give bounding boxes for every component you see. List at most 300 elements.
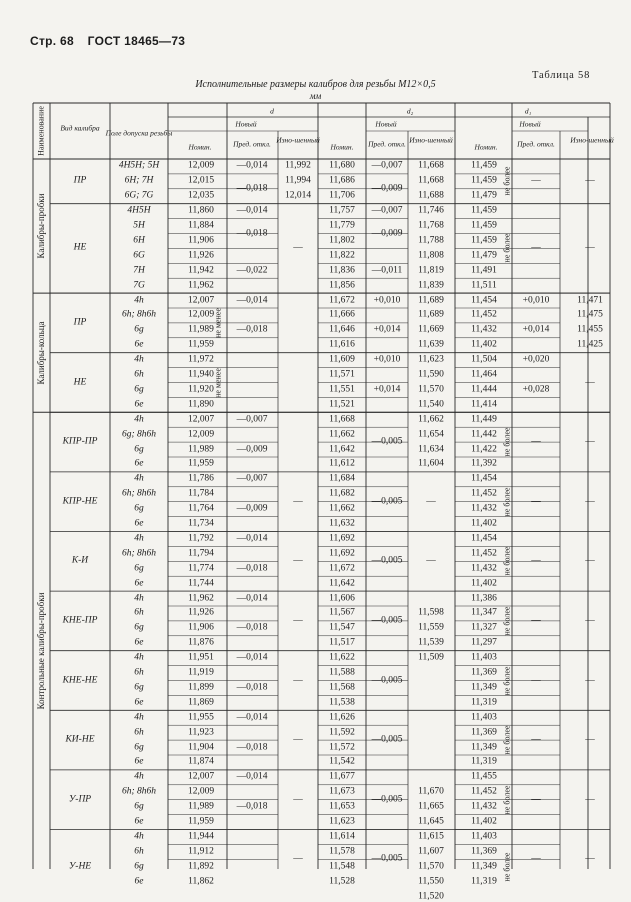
group-label: Контрольные калибры-пробки bbox=[36, 592, 46, 710]
tolerance-field: 6h bbox=[134, 667, 144, 678]
dash: — bbox=[585, 675, 595, 685]
dash: — bbox=[531, 496, 541, 507]
d2-worn: 11,788 bbox=[418, 235, 444, 246]
d2-nominal: 11,779 bbox=[329, 220, 355, 231]
d2-deviation: —0,005 bbox=[371, 555, 403, 566]
not-more-note: не более bbox=[502, 725, 512, 755]
dash: — bbox=[531, 175, 541, 186]
d-nominal: 12,035 bbox=[187, 190, 215, 201]
d1-nominal: 11,432 bbox=[471, 563, 497, 574]
gauge-type: КНЕ-ПР bbox=[62, 615, 98, 626]
d-nominal: 11,860 bbox=[188, 205, 214, 216]
d-deviation: —0,018 bbox=[236, 742, 268, 753]
d2-nominal: 11,677 bbox=[329, 771, 355, 782]
d-nominal: 11,944 bbox=[188, 831, 214, 842]
header-name: Наименование bbox=[36, 106, 46, 156]
header-new-d1: Новый bbox=[519, 119, 541, 129]
d2-nominal: 11,588 bbox=[329, 667, 355, 678]
header-new-d: Новый bbox=[235, 119, 257, 129]
d2-nominal: 11,567 bbox=[329, 607, 355, 618]
d-nominal: 12,015 bbox=[187, 175, 215, 186]
d2-nominal: 11,578 bbox=[329, 846, 355, 857]
d-deviation: —0,022 bbox=[236, 265, 268, 276]
d1-nominal: 11,452 bbox=[471, 548, 497, 559]
d2-nominal: 11,572 bbox=[329, 742, 355, 753]
tolerance-field: 6g; 8h6h bbox=[121, 429, 157, 440]
d1-nominal: 11,349 bbox=[471, 742, 497, 753]
d-nominal: 11,786 bbox=[188, 473, 214, 484]
d-nominal: 11,920 bbox=[188, 384, 214, 395]
d-deviation: —0,009 bbox=[236, 444, 268, 455]
tolerance-field: 6H bbox=[133, 235, 145, 246]
dash: — bbox=[293, 853, 303, 864]
d2-worn: 11,550 bbox=[418, 876, 444, 887]
d2-worn: 11,623 bbox=[418, 354, 444, 365]
d2-nominal: 11,571 bbox=[329, 369, 355, 380]
standard-name: ГОСТ 18465—73 bbox=[87, 34, 186, 48]
tolerance-field: 6e bbox=[134, 697, 144, 708]
gauge-type: НЕ bbox=[73, 242, 87, 253]
d1-nominal: 11,392 bbox=[471, 458, 497, 469]
d2-nominal: 11,856 bbox=[329, 280, 355, 291]
d2-nominal: 11,673 bbox=[329, 786, 355, 797]
d1-worn: 11,425 bbox=[577, 339, 603, 350]
d2-nominal: 11,692 bbox=[329, 533, 355, 544]
d1-nominal: 11,369 bbox=[471, 846, 497, 857]
table-title: Исполнительные размеры калибров для резьбы M12×0,5 bbox=[195, 79, 436, 90]
header-nom-d: Номин. bbox=[188, 142, 212, 152]
d2-worn: 11,540 bbox=[418, 399, 444, 410]
d1-nominal: 11,349 bbox=[471, 682, 497, 693]
d2-nominal: 11,692 bbox=[329, 548, 355, 559]
tolerance-field: 6G; 7G bbox=[124, 190, 154, 201]
header-dev-d: Пред. откл. bbox=[233, 139, 271, 149]
gauge-type: У-НЕ bbox=[68, 861, 92, 872]
d-nominal: 12,009 bbox=[187, 309, 215, 320]
tolerance-field: 6G bbox=[133, 250, 145, 261]
tolerance-field: 6e bbox=[134, 876, 144, 887]
d-deviation: —0,014 bbox=[236, 205, 268, 216]
tolerance-field: 5H bbox=[133, 220, 145, 231]
d2-worn: 11,570 bbox=[418, 384, 444, 395]
d2-nominal: 11,757 bbox=[329, 205, 355, 216]
tolerance-field: 4h bbox=[134, 712, 144, 723]
d-nominal: 11,792 bbox=[188, 533, 214, 544]
d1-nominal: 11,459 bbox=[471, 235, 497, 246]
d-deviation: —0,007 bbox=[236, 414, 268, 425]
header-dev-d1: Пред. откл. bbox=[517, 139, 555, 149]
d-nominal: 11,862 bbox=[188, 876, 214, 887]
d-nominal: 11,784 bbox=[188, 488, 214, 499]
header-worn-d1: Изно-шенный bbox=[570, 135, 614, 145]
tolerance-field: 6h bbox=[134, 369, 144, 380]
d1-nominal: 11,402 bbox=[471, 816, 497, 827]
d2-worn: 11,598 bbox=[418, 607, 444, 618]
d-nominal: 12,007 bbox=[187, 414, 215, 425]
tolerance-field: 6g bbox=[134, 324, 144, 335]
d2-nominal: 11,614 bbox=[329, 831, 355, 842]
d-nominal: 11,774 bbox=[188, 563, 214, 574]
d2-deviation: —0,005 bbox=[371, 496, 403, 507]
tolerance-field: 4h bbox=[134, 354, 144, 365]
not-more-note: не более bbox=[502, 166, 512, 196]
gauge-type: К-И bbox=[71, 555, 89, 566]
d2-nominal: 11,642 bbox=[329, 444, 355, 455]
d1-nominal: 11,369 bbox=[471, 667, 497, 678]
header-worn-d2: Изно-шенный bbox=[409, 135, 453, 145]
d1-nominal: 11,452 bbox=[471, 309, 497, 320]
d1-nominal: 11,459 bbox=[471, 205, 497, 216]
d-nominal: 11,959 bbox=[188, 458, 214, 469]
d-nominal: 11,899 bbox=[188, 682, 214, 693]
d-nominal: 12,009 bbox=[187, 160, 215, 171]
d-nominal: 11,794 bbox=[188, 548, 214, 559]
dash: — bbox=[426, 555, 436, 566]
d2-deviation: +0,014 bbox=[373, 324, 401, 335]
d1-deviation: +0,028 bbox=[522, 384, 550, 395]
d2-nominal: 11,646 bbox=[329, 324, 355, 335]
tolerance-field: 6g bbox=[134, 742, 144, 753]
d2-nominal: 11,672 bbox=[329, 563, 355, 574]
dash: — bbox=[585, 242, 595, 253]
dash: — bbox=[531, 734, 541, 745]
d1-nominal: 11,454 bbox=[471, 295, 497, 306]
d2-worn: 11,768 bbox=[418, 220, 444, 231]
tolerance-field: 6e bbox=[134, 756, 144, 767]
d1-nominal: 11,403 bbox=[471, 712, 497, 723]
d1-nominal: 11,319 bbox=[471, 876, 497, 887]
dash: — bbox=[585, 436, 595, 447]
d-deviation: —0,014 bbox=[236, 712, 268, 723]
not-more-note: не более bbox=[502, 233, 512, 263]
dash: — bbox=[585, 175, 595, 186]
not-more-note: не более bbox=[502, 666, 512, 695]
d2-nominal: 11,822 bbox=[329, 250, 355, 261]
dash: — bbox=[293, 496, 303, 507]
d2-nominal: 11,623 bbox=[329, 816, 355, 827]
dash: — bbox=[585, 853, 595, 864]
d-nominal: 11,919 bbox=[188, 667, 214, 678]
d-deviation: —0,014 bbox=[236, 295, 268, 306]
d1-nominal: 11,442 bbox=[471, 429, 497, 440]
d-nominal: 11,959 bbox=[188, 339, 214, 350]
d1-nominal: 11,464 bbox=[471, 369, 497, 380]
d2-nominal: 11,542 bbox=[329, 756, 355, 767]
d1-nominal: 11,327 bbox=[471, 622, 497, 633]
d-nominal: 11,942 bbox=[188, 265, 214, 276]
tolerance-field: 4H5H bbox=[127, 205, 151, 216]
tolerance-field: 6e bbox=[134, 637, 144, 648]
d-deviation: —0,018 bbox=[236, 183, 268, 194]
dash: — bbox=[585, 794, 595, 805]
tolerance-field: 6e bbox=[134, 339, 144, 350]
tolerance-field: 4h bbox=[134, 533, 144, 544]
tolerance-field: 4h bbox=[134, 771, 144, 782]
d2-nominal: 11,616 bbox=[329, 339, 355, 350]
not-more-note: не более bbox=[502, 606, 512, 636]
d-deviation: —0,018 bbox=[236, 801, 268, 812]
dash: — bbox=[293, 675, 303, 685]
d-nominal: 11,912 bbox=[188, 846, 214, 857]
d1-nominal: 11,479 bbox=[471, 190, 497, 201]
not-less-note: не менее bbox=[213, 367, 223, 398]
d-deviation: —0,018 bbox=[236, 563, 268, 574]
d1-deviation: +0,014 bbox=[522, 324, 550, 335]
d-nominal: 11,951 bbox=[188, 652, 214, 663]
tolerance-field: 6h bbox=[134, 846, 144, 857]
d1-nominal: 11,403 bbox=[471, 831, 497, 842]
tolerance-field: 6g bbox=[134, 444, 144, 455]
d-deviation: —0,018 bbox=[236, 228, 268, 238]
d2-worn: 11,604 bbox=[418, 458, 444, 469]
header-dev-d2: Пред. откл. bbox=[368, 139, 406, 149]
units-label: мм bbox=[309, 91, 322, 101]
d-deviation: —0,018 bbox=[236, 682, 268, 693]
header-gauge-type: Вид калибра bbox=[60, 123, 100, 133]
d1-nominal: 11,444 bbox=[471, 384, 497, 395]
d2-worn: 11,662 bbox=[418, 414, 444, 425]
dash: — bbox=[531, 675, 541, 685]
not-less-note: не менее bbox=[213, 307, 223, 338]
header-nom-d1: Номин. bbox=[474, 142, 498, 152]
d1-nominal: 11,459 bbox=[471, 175, 497, 186]
d-deviation: —0,009 bbox=[236, 503, 268, 514]
dash: — bbox=[585, 377, 595, 387]
d2-worn: 11,668 bbox=[418, 160, 444, 171]
d-nominal: 11,744 bbox=[188, 578, 214, 589]
d2-deviation: —0,005 bbox=[371, 436, 403, 447]
d1-worn: 11,475 bbox=[577, 309, 603, 320]
d-nominal: 11,890 bbox=[188, 399, 214, 410]
gauge-type: КИ-НЕ bbox=[65, 734, 95, 745]
dash: — bbox=[531, 436, 541, 447]
d2-nominal: 11,686 bbox=[329, 175, 355, 186]
d-worn: 11,994 bbox=[285, 175, 311, 186]
d2-worn: 11,570 bbox=[418, 861, 444, 872]
tolerance-field: 4h bbox=[134, 473, 144, 484]
d-nominal: 11,972 bbox=[188, 354, 214, 365]
d2-deviation: +0,014 bbox=[373, 384, 401, 395]
d2-nominal: 11,802 bbox=[329, 235, 355, 246]
dash: — bbox=[531, 853, 541, 864]
gauge-type: КПР-ПР bbox=[62, 436, 98, 447]
d2-nominal: 11,626 bbox=[329, 712, 355, 723]
d-nominal: 11,904 bbox=[188, 742, 214, 753]
dash: — bbox=[426, 496, 436, 507]
d1-nominal: 11,449 bbox=[471, 414, 497, 425]
d1-worn: 11,471 bbox=[577, 295, 603, 306]
d2-worn: 11,688 bbox=[418, 190, 444, 201]
tolerance-field: 4h bbox=[134, 414, 144, 425]
d-deviation: —0,007 bbox=[236, 473, 268, 484]
d2-nominal: 11,609 bbox=[329, 354, 355, 365]
dash: — bbox=[531, 555, 541, 566]
not-more-note: не более bbox=[502, 785, 512, 815]
header-worn-d: Изно-шенный bbox=[276, 135, 320, 145]
d2-worn: 11,520 bbox=[418, 891, 444, 902]
tolerance-field: 6e bbox=[134, 458, 144, 469]
tolerance-field: 6e bbox=[134, 399, 144, 410]
d2-nominal: 11,653 bbox=[329, 801, 355, 812]
d-nominal: 11,884 bbox=[188, 220, 214, 231]
d1-nominal: 11,454 bbox=[471, 473, 497, 484]
tolerance-field: 7G bbox=[133, 280, 145, 291]
d-nominal: 11,734 bbox=[188, 518, 214, 529]
tolerance-field: 6e bbox=[134, 816, 144, 827]
d-nominal: 11,764 bbox=[188, 503, 214, 514]
not-more-note: не более bbox=[502, 487, 512, 517]
d1-nominal: 11,432 bbox=[471, 801, 497, 812]
d-deviation: —0,014 bbox=[236, 533, 268, 544]
d2-deviation: —0,007 bbox=[371, 160, 403, 171]
d2-worn: 11,590 bbox=[418, 369, 444, 380]
gauge-type: У-ПР bbox=[68, 794, 92, 805]
not-more-note: не более bbox=[502, 546, 512, 576]
d1-deviation: +0,020 bbox=[522, 354, 550, 365]
tolerance-field: 4h bbox=[134, 295, 144, 306]
tolerance-field: 6e bbox=[134, 578, 144, 589]
d-nominal: 12,009 bbox=[187, 786, 215, 797]
dash: — bbox=[293, 555, 303, 566]
d-nominal: 11,962 bbox=[188, 593, 214, 604]
gauge-type: ПР bbox=[73, 317, 87, 328]
d2-worn: 11,808 bbox=[418, 250, 444, 261]
d-nominal: 11,906 bbox=[188, 235, 214, 246]
d-deviation: —0,014 bbox=[236, 771, 268, 782]
header-d: d bbox=[270, 106, 274, 116]
tolerance-field: 4h bbox=[134, 831, 144, 842]
dash: — bbox=[531, 615, 541, 626]
d1-nominal: 11,491 bbox=[471, 265, 497, 276]
d2-deviation: —0,005 bbox=[371, 794, 403, 805]
d-worn: 11,992 bbox=[285, 160, 311, 171]
d-nominal: 11,876 bbox=[188, 637, 214, 648]
d-nominal: 11,989 bbox=[188, 444, 214, 455]
d-nominal: 11,906 bbox=[188, 622, 214, 633]
d1-nominal: 11,319 bbox=[471, 756, 497, 767]
tolerance-field: 6h bbox=[134, 607, 144, 618]
d-nominal: 11,989 bbox=[188, 324, 214, 335]
d2-nominal: 11,622 bbox=[329, 652, 355, 663]
dash: — bbox=[585, 734, 595, 745]
d-nominal: 11,940 bbox=[188, 369, 214, 380]
d2-nominal: 11,642 bbox=[329, 578, 355, 589]
tolerance-field: 6h; 8h6h bbox=[121, 488, 157, 499]
gauge-type: КНЕ-НЕ bbox=[62, 675, 98, 685]
d1-nominal: 11,402 bbox=[471, 339, 497, 350]
dash: — bbox=[293, 794, 303, 805]
d1-nominal: 11,349 bbox=[471, 861, 497, 872]
d1-nominal: 11,452 bbox=[471, 786, 497, 797]
page-number: Стр. 68 bbox=[30, 34, 74, 48]
group-label: Калибры-кольца bbox=[36, 321, 46, 385]
d2-nominal: 11,680 bbox=[329, 160, 355, 171]
d1-nominal: 11,452 bbox=[471, 488, 497, 499]
d2-nominal: 11,521 bbox=[329, 399, 355, 410]
d2-nominal: 11,632 bbox=[329, 518, 355, 529]
d1-nominal: 11,459 bbox=[471, 220, 497, 231]
d2-worn: 11,645 bbox=[418, 816, 444, 827]
d1-nominal: 11,454 bbox=[471, 533, 497, 544]
d2-worn: 11,839 bbox=[418, 280, 444, 291]
d1-worn: 11,455 bbox=[577, 324, 603, 335]
d1-nominal: 11,504 bbox=[471, 354, 497, 365]
d1-nominal: 11,479 bbox=[471, 250, 497, 261]
d-nominal: 11,874 bbox=[188, 756, 214, 767]
d2-nominal: 11,538 bbox=[329, 697, 355, 708]
d2-nominal: 11,528 bbox=[329, 876, 355, 887]
d-nominal: 11,926 bbox=[188, 250, 214, 261]
d2-nominal: 11,666 bbox=[329, 309, 355, 320]
tolerance-field: 6h bbox=[134, 727, 144, 738]
group-label: Калибры-пробки bbox=[36, 193, 46, 259]
d-nominal: 12,007 bbox=[187, 771, 215, 782]
tolerance-field: 4H5H; 5H bbox=[118, 160, 160, 171]
tolerance-field: 6g bbox=[134, 503, 144, 514]
d2-worn: 11,539 bbox=[418, 637, 444, 648]
d1-nominal: 11,459 bbox=[471, 160, 497, 171]
d2-nominal: 11,684 bbox=[329, 473, 355, 484]
tolerance-field: 6H; 7H bbox=[124, 175, 154, 186]
d2-nominal: 11,547 bbox=[329, 622, 355, 633]
d1-deviation: +0,010 bbox=[522, 295, 550, 306]
d2-worn: 11,665 bbox=[418, 801, 444, 812]
d2-nominal: 11,592 bbox=[329, 727, 355, 738]
d-nominal: 11,955 bbox=[188, 712, 214, 723]
d2-worn: 11,654 bbox=[418, 429, 444, 440]
d2-worn: 11,668 bbox=[418, 175, 444, 186]
d2-worn: 11,559 bbox=[418, 622, 444, 633]
tolerance-field: 7H bbox=[133, 265, 145, 276]
d2-worn: 11,615 bbox=[418, 831, 444, 842]
gauge-type: НЕ bbox=[73, 377, 87, 387]
dash: — bbox=[293, 734, 303, 745]
d-deviation: —0,018 bbox=[236, 622, 268, 633]
d2-nominal: 11,568 bbox=[329, 682, 355, 693]
d2-nominal: 11,706 bbox=[329, 190, 355, 201]
dash: — bbox=[531, 794, 541, 805]
dash: — bbox=[531, 242, 541, 253]
not-more-note: не более bbox=[502, 852, 512, 882]
d2-deviation: —0,005 bbox=[371, 615, 403, 626]
tolerance-field: 6g bbox=[134, 384, 144, 395]
tolerance-field: 6h; 8h6h bbox=[121, 786, 157, 797]
d-deviation: —0,014 bbox=[236, 593, 268, 604]
d2-nominal: 11,836 bbox=[329, 265, 355, 276]
d-nominal: 11,989 bbox=[188, 801, 214, 812]
tolerance-field: 4h bbox=[134, 593, 144, 604]
d2-worn: 11,607 bbox=[418, 846, 444, 857]
header-d2: d₂ bbox=[406, 106, 414, 116]
d2-nominal: 11,672 bbox=[329, 295, 355, 306]
dash: — bbox=[585, 615, 595, 626]
tolerance-field: 6g bbox=[134, 861, 144, 872]
dash: — bbox=[585, 555, 595, 566]
d2-worn: 11,819 bbox=[418, 265, 444, 276]
header-new-d2: Новый bbox=[375, 119, 397, 129]
d-nominal: 11,923 bbox=[188, 727, 214, 738]
d2-nominal: 11,548 bbox=[329, 861, 355, 872]
d1-nominal: 11,402 bbox=[471, 518, 497, 529]
d2-nominal: 11,662 bbox=[329, 503, 355, 514]
d2-deviation: —0,007 bbox=[371, 205, 403, 216]
d2-nominal: 11,662 bbox=[329, 429, 355, 440]
dash: — bbox=[293, 242, 303, 253]
d1-nominal: 11,347 bbox=[471, 607, 497, 618]
d2-worn: 11,669 bbox=[418, 324, 444, 335]
d1-nominal: 11,386 bbox=[471, 593, 497, 604]
gauge-type: ПР bbox=[73, 175, 87, 186]
